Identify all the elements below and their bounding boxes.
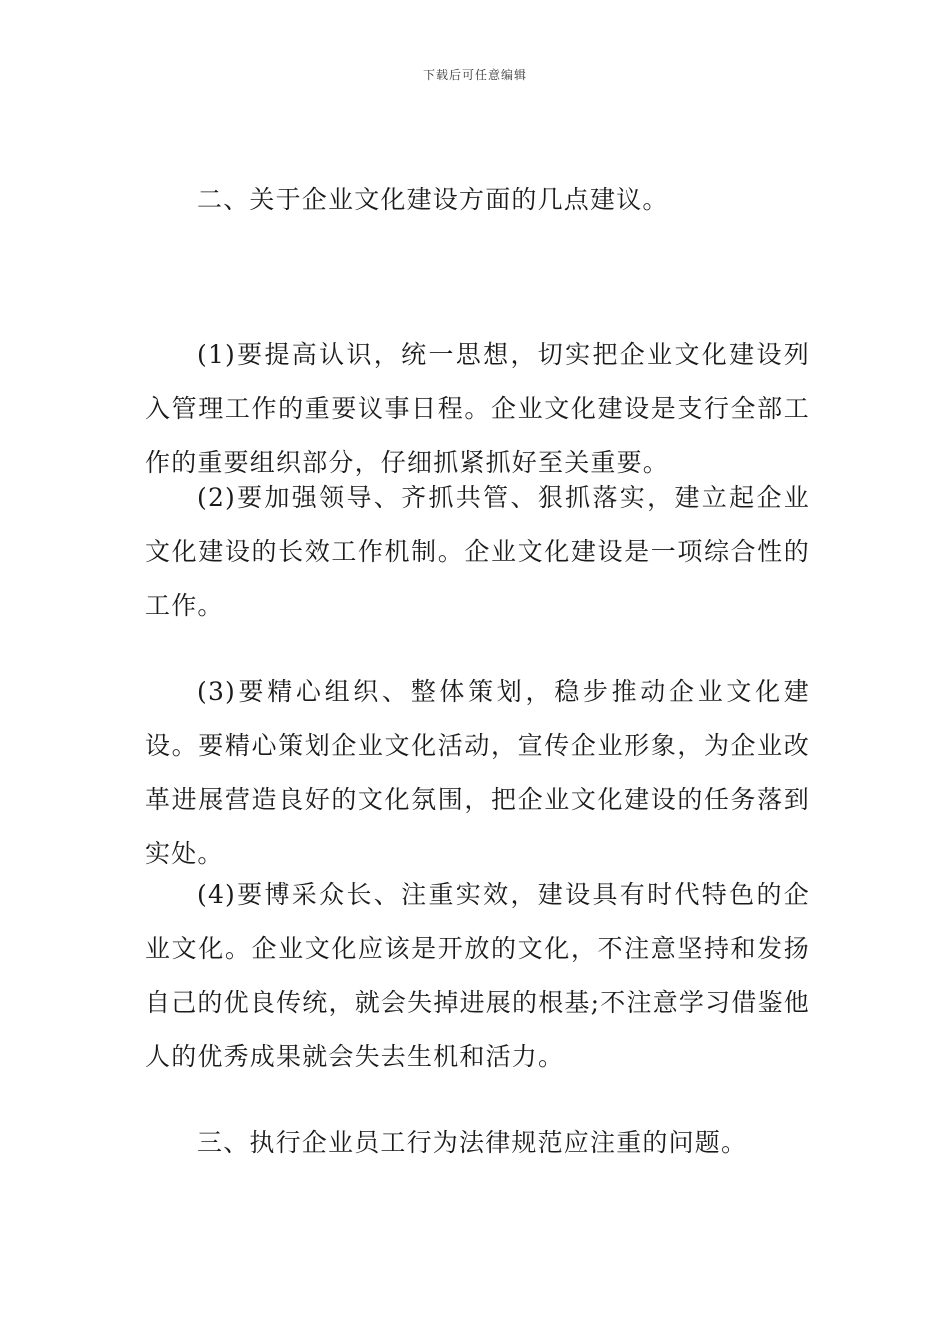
paragraph-item-2: (2)要加强领导、齐抓共管、狠抓落实，建立起企业文化建设的长效工作机制。企业文化建设是一项综合性的工作。 (145, 483, 810, 620)
section-two-heading: 二、关于企业文化建设方面的几点建议。 (197, 185, 669, 214)
paragraph-item-1: (1)要提高认识，统一思想，切实把企业文化建设列入管理工作的重要议事日程。企业文化建设是支行全部工作的重要组织部分，仔细抓紧抓好至关重要。 (145, 340, 810, 477)
paragraph-item-4: (4)要博采众长、注重实效，建设具有时代特色的企业文化。企业文化应该是开放的文化，不注意坚持和发扬自己的优良传统，就会失掉进展的根基;不注意学习借鉴他人的优秀成果就会失去生机和活力。 (145, 880, 810, 1071)
paragraph-item-3: (3)要精心组织、整体策划，稳步推动企业文化建设。要精心策划企业文化活动，宣传企业形象，为企业改革进展营造良好的文化氛围，把企业文化建设的任务落到实处。 (145, 677, 810, 868)
section-three-heading: 三、执行企业员工行为法律规范应注重的问题。 (197, 1128, 748, 1157)
header-note: 下载后可任意编辑 (422, 68, 527, 82)
